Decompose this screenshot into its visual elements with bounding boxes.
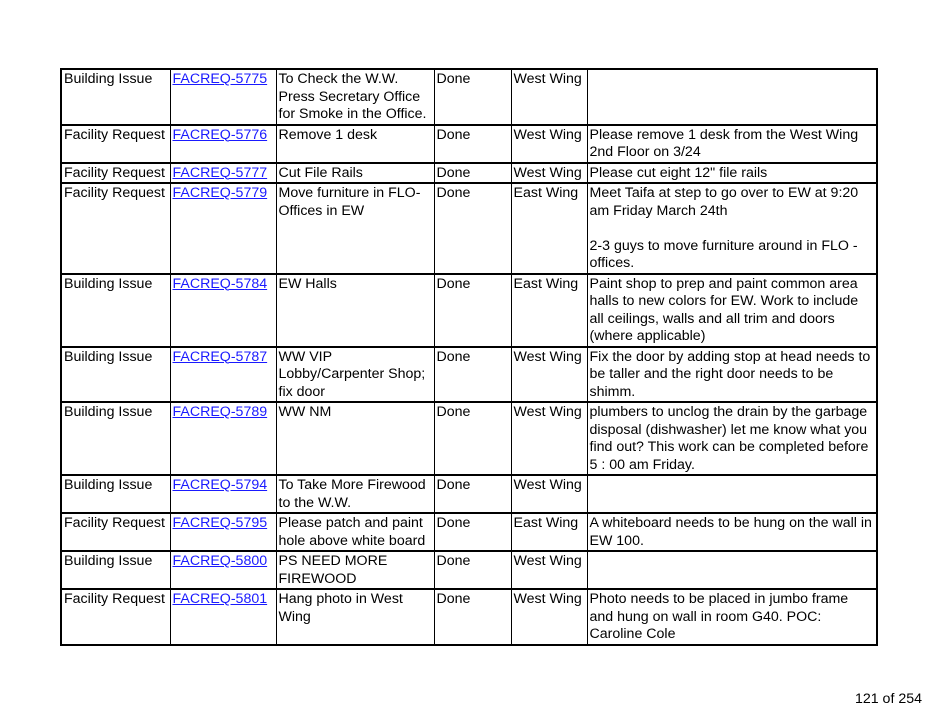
table-row (61, 274, 877, 347)
page-number: 121 of 254 (854, 691, 922, 707)
status-cell: Done (434, 347, 511, 403)
status-cell: Done (434, 163, 511, 184)
table-row (61, 589, 877, 645)
description-cell (587, 274, 877, 347)
summary-cell: WW NM (276, 402, 434, 475)
status-cell: Done (434, 69, 511, 125)
request-key-cell (170, 475, 276, 513)
table-row (61, 402, 877, 475)
request-key-link[interactable]: FACREQ-5784 (172, 275, 268, 292)
request-type-cell: Building Issue (61, 475, 170, 513)
table-row (61, 513, 877, 551)
description-paragraph: plumbers to unclog the drain by the garbage disposal (dishwasher) let me know what you find out? This work can be completed before 5 : 00 am Friday. (589, 404, 869, 473)
request-type-cell: Facility Request (61, 183, 170, 274)
request-type-cell: Building Issue (61, 551, 170, 589)
request-key-cell (170, 274, 276, 347)
description-cell (587, 475, 877, 513)
summary-cell: Hang photo in West Wing (276, 589, 434, 645)
request-key-cell (170, 69, 276, 125)
request-key-link[interactable]: FACREQ-5794 (172, 477, 268, 493)
request-type-cell: Building Issue (61, 274, 170, 347)
status-cell: Done (434, 183, 511, 274)
description-cell (587, 551, 877, 589)
request-key-cell (170, 551, 276, 589)
request-type-cell: Facility Request (61, 589, 170, 645)
status-cell: Done (434, 551, 511, 589)
summary-cell: WW VIP Lobby/Carpenter Shop; fix door (276, 347, 434, 403)
request-type-cell: Building Issue (61, 69, 170, 125)
request-key-link[interactable]: FACREQ-5779 (172, 185, 268, 201)
description-paragraph: Photo needs to be placed in jumbo frame and hung on wall in room G40. POC: Caroline Cole (589, 591, 849, 642)
location-cell: West Wing (511, 475, 587, 513)
request-key-cell (170, 163, 276, 184)
description-cell (587, 347, 877, 403)
summary-cell: Move furniture in FLO-Offices in EW (276, 183, 434, 274)
location-cell: West Wing (511, 402, 587, 475)
request-key-link[interactable]: FACREQ-5801 (172, 591, 268, 607)
table-row (61, 125, 877, 163)
location-cell: West Wing (511, 69, 587, 125)
request-key-link[interactable]: FACREQ-5795 (172, 515, 268, 531)
request-type-cell: Building Issue (61, 402, 170, 475)
summary-cell: Please patch and paint hole above white board (276, 513, 434, 551)
description-paragraph: Please cut eight 12" file rails (589, 164, 768, 181)
request-key-link[interactable]: FACREQ-5787 (172, 348, 268, 365)
request-key-link[interactable]: FACREQ-5777 (172, 164, 268, 181)
location-cell: West Wing (511, 589, 587, 645)
status-cell: Done (434, 589, 511, 645)
description-cell (587, 183, 877, 274)
request-key-cell (170, 347, 276, 403)
summary-cell: Remove 1 desk (276, 125, 434, 163)
location-cell: East Wing (511, 513, 587, 551)
request-key-link[interactable]: FACREQ-5776 (172, 126, 268, 143)
description-paragraph: Paint shop to prep and paint common area halls to new colors for EW. Work to include all ceilings, walls and all trim and doors (where applicable) (589, 275, 859, 344)
location-cell: West Wing (511, 163, 587, 184)
description-cell (587, 402, 877, 475)
request-type-cell: Facility Request (61, 513, 170, 551)
description-cell (587, 513, 877, 551)
request-type-cell: Facility Request (61, 125, 170, 163)
status-cell: Done (434, 125, 511, 163)
description-paragraph: 2-3 guys to move furniture around in FLO - offices. (589, 237, 858, 271)
table-body (61, 69, 877, 645)
description-cell (587, 163, 877, 184)
description-cell (587, 589, 877, 645)
description-paragraph: A whiteboard needs to be hung on the wall in EW 100. (589, 515, 872, 549)
table-row (61, 69, 877, 125)
status-cell: Done (434, 274, 511, 347)
description-paragraph: Please remove 1 desk from the West Wing 2nd Floor on 3/24 (589, 126, 859, 160)
status-cell: Done (434, 475, 511, 513)
summary-cell: EW Halls (276, 274, 434, 347)
request-key-link[interactable]: FACREQ-5789 (172, 404, 268, 420)
summary-cell: PS NEED MORE FIREWOOD (276, 551, 434, 589)
location-cell: West Wing (511, 347, 587, 403)
table-row (61, 163, 877, 184)
status-cell: Done (434, 402, 511, 475)
request-key-cell (170, 125, 276, 163)
summary-cell: Cut File Rails (276, 163, 434, 184)
location-cell: West Wing (511, 551, 587, 589)
request-key-cell (170, 402, 276, 475)
description-paragraph: Meet Taifa at step to go over to EW at 9:20 am Friday March 24th (589, 185, 859, 219)
table-row (61, 183, 877, 274)
summary-cell: To Check the W.W. Press Secretary Office for Smoke in the Office. (276, 69, 434, 125)
request-key-link[interactable]: FACREQ-5800 (172, 553, 268, 569)
request-type-cell: Facility Request (61, 163, 170, 184)
summary-cell: To Take More Firewood to the W.W. (276, 475, 434, 513)
table-row (61, 347, 877, 403)
location-cell: East Wing (511, 183, 587, 274)
table-row (61, 551, 877, 589)
location-cell: West Wing (511, 125, 587, 163)
table-row (61, 475, 877, 513)
status-cell: Done (434, 513, 511, 551)
request-key-cell (170, 589, 276, 645)
description-cell (587, 125, 877, 163)
location-cell: East Wing (511, 274, 587, 347)
description-cell (587, 69, 877, 125)
request-key-cell (170, 183, 276, 274)
request-type-cell: Building Issue (61, 347, 170, 403)
facility-requests-table (60, 68, 878, 646)
request-key-cell (170, 513, 276, 551)
request-key-link[interactable]: FACREQ-5775 (172, 71, 268, 87)
description-paragraph: Fix the door by adding stop at head needs to be taller and the right door needs to be shimm. (589, 348, 871, 400)
